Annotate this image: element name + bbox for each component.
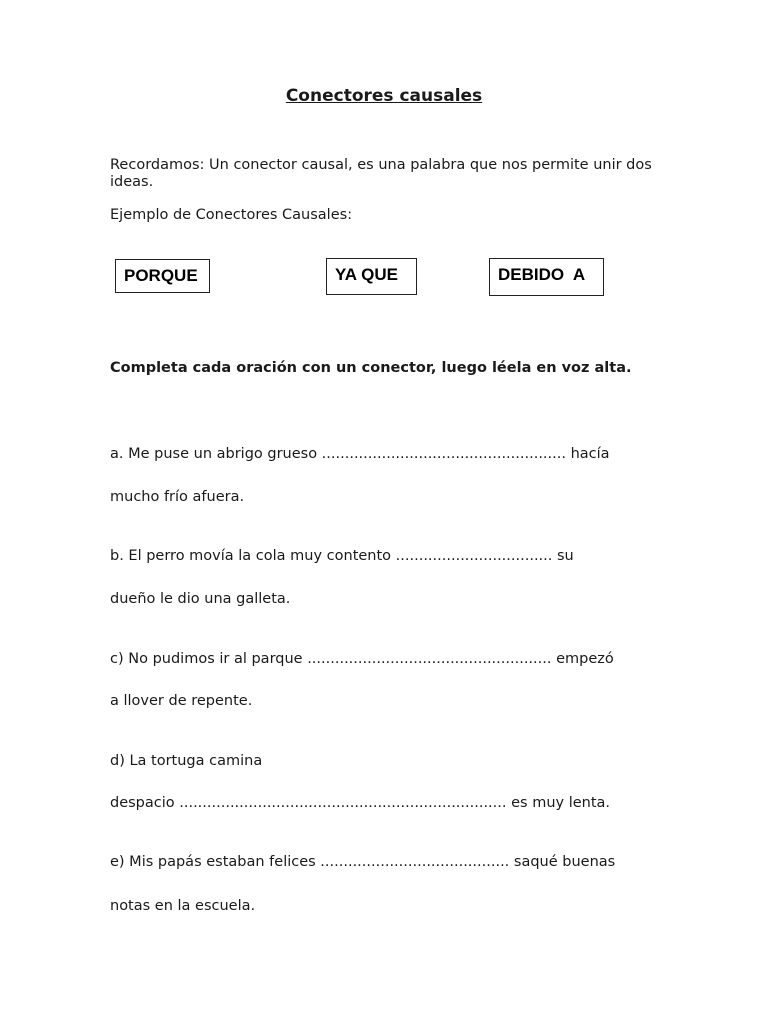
sentence-a-line1: a. Me puse un abrigo grueso ..................................................... hacía [110,446,610,462]
sentence-c-line1: c) No pudimos ir al parque ..................................................... empezó [110,651,614,667]
sentence-e-line2: notas en la escuela. [110,898,256,914]
example-label: Ejemplo de Conectores Causales: [110,207,353,223]
connector-box-porque: PORQUE [115,259,210,293]
connector-box-ya-que: YA QUE [326,258,417,295]
sentence-d-line1: d) La tortuga camina [110,753,263,769]
sentence-b-line2: dueño le dio una galleta. [110,591,291,607]
connector-box-debido-a: DEBIDO A [489,258,604,296]
instruction-text: Completa cada oración con un conector, luego léela en voz alta. [110,360,632,376]
sentence-c-line2: a llover de repente. [110,693,253,709]
page-title: Conectores causales [285,86,483,106]
sentence-a-line2: mucho frío afuera. [110,489,245,505]
sentence-e-line1: e) Mis papás estaban felices ......................................... saqué buenas [110,854,616,870]
intro-text: Recordamos: Un conector causal, es una palabra que nos permite unir dos ideas. [110,157,652,190]
sentence-b-line1: b. El perro movía la cola muy contento .................................. su [110,548,574,564]
sentence-d-line2: despacio ....................................................................... es muy lenta. [110,795,611,811]
